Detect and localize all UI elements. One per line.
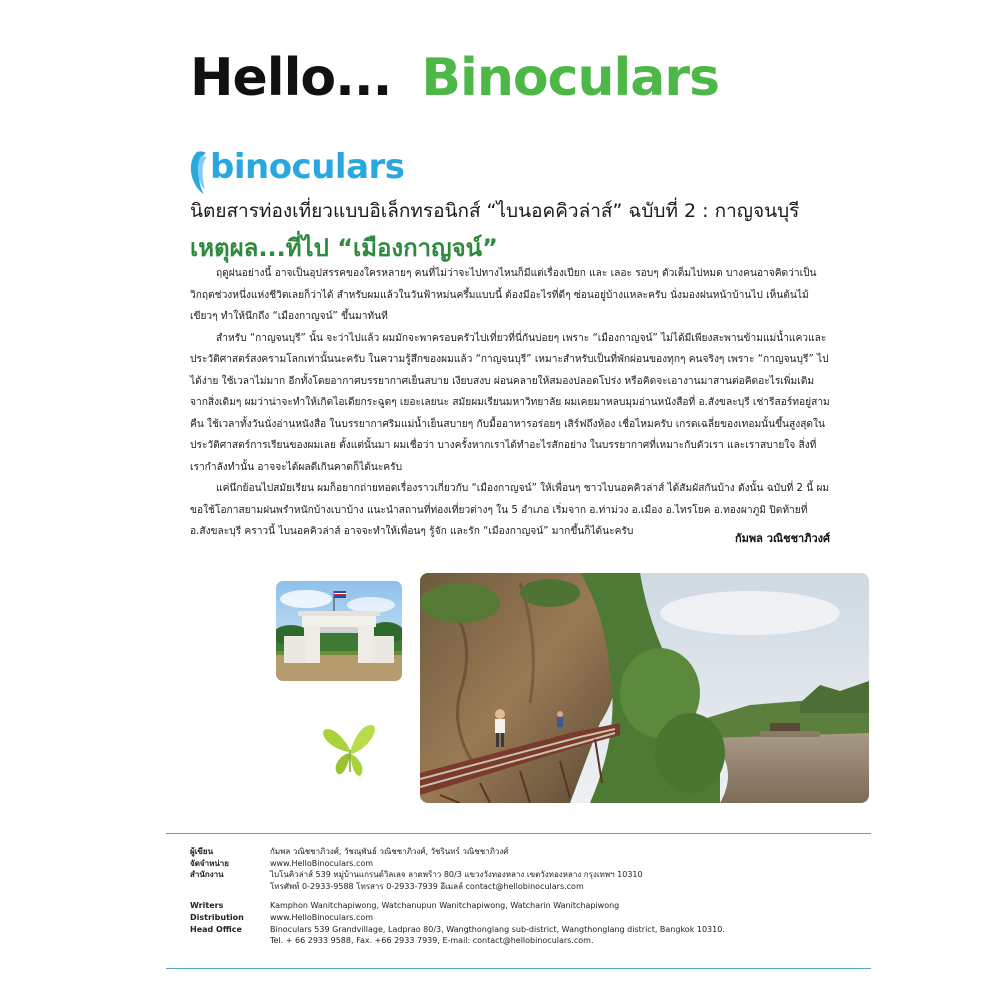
magazine-subtitle: นิตยสารท่องเที่ยวแบบอิเล็กทรอนิกส์ “ไบนอคคิวล่าส์” ฉบับที่ 2 : กาญจนบุรี: [190, 200, 800, 222]
credit-label: [190, 935, 270, 947]
credit-label: จัดจำหน่าย: [190, 858, 229, 868]
title-hello: Hello...: [190, 48, 392, 108]
article-body: [190, 263, 830, 543]
footer-bottom-rule: [166, 968, 871, 969]
page-title: [190, 48, 719, 108]
credit-value: ไบโนคิวล่าส์ 539 หมู่บ้านแกรนด์วิลเลจ ลาดพร้าว 80/3 แขวงวังทองหลาง เขตวังทองหลาง กรุงเทพฯ 10310: [270, 870, 643, 880]
credit-row-thai-contact: [190, 881, 850, 893]
article-heading: เหตุผล...ที่ไป “เมืองกาญจน์”: [190, 234, 498, 262]
credit-row-thai-distribution: [190, 858, 850, 870]
butterfly-icon: [320, 720, 380, 784]
memorial-gate-photo: [276, 581, 402, 681]
credit-label: Head Office: [190, 924, 242, 934]
credit-label: [190, 881, 270, 893]
article-paragraph-1: ฤดูฝนอย่างนี้ อาจเป็นอุปสรรคของใครหลายๆ คนที่ไม่ว่าจะไปทางไหนก็มีแต่เรื่องเปียก และ เลอะ รอบๆ ตัวเต็มไปหมด บางคนอาจคิดว่าเป็นวิกฤตช่วงหนึ่งแห่งชีวิตเลยก็ว่าได้ สำหรับผมแล้วในวันฟ้าหม่นครึ้มแบบนี้ ต้องมีอะไรที่ดีๆ ซ่อนอยู่บ้างแหละครับ นั่งมองฝนหน้าบ้านไป เห็นต้นไม้เขียวๆ ทำให้นึกถึง “เมืองกาญจน์” ขึ้นมาทันที: [190, 268, 817, 322]
logo-text: binoculars: [210, 147, 405, 187]
article-paragraph-3: แค่นึกย้อนไปสมัยเรียน ผมก็อยากถ่ายทอดเรื่องราวเกี่ยวกับ “เมืองกาญจน์” ให้เพื่อนๆ ชาวไบนอคคิวล่าส์ ได้สัมผัสกันบ้าง ดังนั้น ฉบับที่ 2 นี้ ผมขอใช้โอกาสยามฝนพรำหนักบ้างเบาบ้าง แนะนำสถานที่ท่องเที่ยวต่างๆ ใน 5 อำเภอ เริ่มจาก อ.ท่าม่วง อ.เมือง อ.ไทรโยค อ.ทองผาภูมิ ปิดท้ายที่ อ.สังขละบุรี คราวนี้ ไบนอคคิวล่าส์ อาจจะทำให้เพื่อนๆ รู้จัก และรัก “เมืองกาญจน์” มากขึ้นก็ได้นะครับ: [190, 483, 830, 537]
railway-cliff-river-photo: [420, 573, 869, 803]
credit-value: กัมพล วณิชชาภิวงศ์, วัชณุพันธ์ วณิชชาภิวงศ์, วัชรินทร์ วณิชชาภิวงศ์: [270, 847, 509, 856]
credit-value: Binoculars 539 Grandvillage, Ladprao 80/3, Wangthonglang sub-district, Wangthonglang district, Bangkok 10310.: [270, 924, 725, 934]
credits: [190, 846, 850, 947]
credit-value: โทรศัพท์ 0-2933-9588 โทรสาร 0-2933-7939 อีเมลล์ contact@hellobinoculars.com: [270, 881, 584, 891]
footer-top-rule: [166, 833, 871, 834]
binoculars-logo-icon: [188, 148, 212, 196]
credit-value: Tel. + 66 2933 9588, Fax. +66 2933 7939, E-mail: contact@hellobinoculars.com.: [270, 936, 594, 946]
credit-label: Distribution: [190, 912, 244, 922]
credit-value: www.HelloBinoculars.com: [270, 912, 374, 922]
credit-label: สำนักงาน: [190, 870, 224, 880]
binoculars-logo: [188, 148, 418, 196]
credit-row-thai-writers: [190, 846, 850, 858]
credit-value: Kamphon Wanitchapiwong, Watchanupun Wanitchapiwong, Watcharin Wanitchapiwong: [270, 901, 620, 911]
credit-row-en-distribution: [190, 912, 850, 924]
credit-row-en-writers: [190, 900, 850, 912]
title-binoculars: Binoculars: [421, 48, 719, 108]
article-paragraph-2: สำหรับ “กาญจนบุรี” นั้น จะว่าไปแล้ว ผมมักจะพาครอบครัวไปเที่ยวที่นี่กันบ่อยๆ เพราะ “เมืองกาญจน์” ไม่ได้มีเพียงสะพานข้ามแม่น้ำแควและประวัติศาสตร์สงครามโลกเท่านั้นนะครับ ในความรู้สึกของผมแล้ว “กาญจนบุรี” เหมาะสำหรับเป็นที่พักผ่อนของทุกๆ คนจริงๆ เพราะ “กาญจนบุรี” ไปได้ง่าย ใช้เวลาไม่มาก อีกทั้งโดยอากาศบรรยากาศเย็นสบาย เงียบสงบ ผ่อนคลายให้สมองปลอดโปร่ง หรือคิดจะเอางานมาสานต่อคิดอะไรเพิ่มเติมจากสิ่งเดิมๆ ผมว่าน่าจะทำให้เกิดไอเดียกระฉูดๆ เยอะเลยนะ สมัยผมเรียนมหาวิทยาลัย ผมเคยมาหลบมุมอ่านหนังสือที่ อ.สังขละบุรี เช่ารีสอร์ทอยู่สามคืน ใช้เวลาทั้งวันนั่งอ่านหนังสือ ในบรรยากาศริมแม่น้ำเย็นสบายๆ กับมื้ออาหารอร่อยๆ เสิร์ฟถึงห้อง เชื่อไหมครับ เกรดเฉลี่ยของเทอมนั้นขึ้นสูงสุดในประวัติศาสตร์การเรียนของผมเลย ตั้งแต่นั้นมา ผมเชื่อว่า บางครั้งหากเราได้ทำอะไรสักอย่าง ในบรรยากาศที่เหมาะกับตัวเรา และเราสบายใจ สิ่งที่เรากำลังทำนั้น อาจจะได้ผลดีเกินคาดก็ได้นะครับ: [190, 332, 830, 473]
credit-label: Writers: [190, 901, 224, 911]
credit-row-en-contact: [190, 935, 850, 947]
credit-row-thai-office: [190, 869, 850, 881]
credit-value: www.HelloBinoculars.com: [270, 858, 374, 868]
article-author: กัมพล วณิชชาภิวงศ์: [734, 532, 830, 545]
credit-row-en-office: [190, 924, 850, 936]
credit-label: ผู้เขียน: [190, 847, 214, 856]
